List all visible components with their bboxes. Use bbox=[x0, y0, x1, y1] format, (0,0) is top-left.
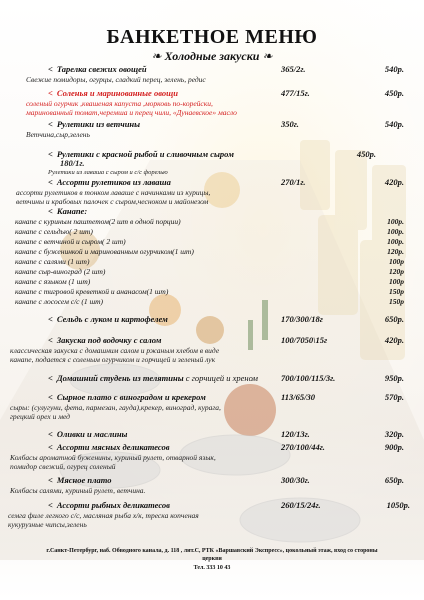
item-name-text: Тарелка свежих овощей bbox=[56, 64, 147, 74]
item-price: 1050р. bbox=[386, 500, 410, 510]
item-price: 570р. bbox=[384, 392, 404, 402]
item-name-text: Сырное плато с виноградом и крекером bbox=[56, 392, 206, 402]
item-weight: 170/300/18г bbox=[281, 314, 323, 324]
footer-address-line2: церкви bbox=[202, 556, 222, 562]
bullet-icon: < bbox=[48, 442, 53, 452]
item-description: Ветчина,сыр,зелень bbox=[26, 130, 90, 139]
bullet-icon: < bbox=[48, 373, 53, 383]
canape-item: канапе с сельдью( 2 шт) bbox=[15, 227, 93, 236]
item-description: семга филе легкого с/с, масляная рыба х/к, треска копченая bbox=[8, 511, 199, 520]
item-name-text: Рулетики с красной рыбой и сливочным сыром bbox=[56, 149, 234, 159]
bullet-icon: < bbox=[48, 177, 53, 187]
item-name bbox=[48, 373, 258, 383]
item-name bbox=[48, 442, 170, 452]
canape-item: канапе с тигровой креветкой и ананасом(1 шт) bbox=[15, 287, 169, 296]
item-name bbox=[48, 335, 162, 345]
item-name-text: Рулетики из ветчины bbox=[56, 119, 141, 129]
item-name bbox=[48, 119, 140, 129]
canape-price: 100р bbox=[389, 257, 404, 266]
canape-price: 150р bbox=[389, 287, 404, 296]
canape-item: канапе с куриным паштетом(2 шт в одной порции) bbox=[15, 217, 181, 226]
item-name bbox=[48, 475, 112, 485]
item-weight: 180/1г. bbox=[60, 158, 85, 168]
item-name-tail: с горчицей и хреном bbox=[183, 373, 258, 383]
canape-price: 100р. bbox=[387, 237, 404, 246]
item-description: ветчины и крабовых палочек с сыром,чесноком и майонезом bbox=[16, 197, 209, 206]
canape-price: 100р bbox=[389, 277, 404, 286]
canape-item: канапе сыр-виноград (2 шт) bbox=[15, 267, 106, 276]
item-description: помидор свежий, огурец соленый bbox=[10, 462, 116, 471]
item-weight: 270/1г. bbox=[281, 177, 306, 187]
section-title bbox=[0, 49, 424, 64]
item-name bbox=[48, 500, 170, 510]
item-description: маринованный томат,черемша и перец чили, «Дунаевское» масло bbox=[26, 108, 237, 117]
item-description: кукурузные чипсы,зелень bbox=[8, 520, 87, 529]
flourish-right-icon: ❧ bbox=[259, 49, 273, 63]
item-price: 450р. bbox=[384, 88, 404, 98]
item-name bbox=[48, 88, 178, 98]
item-weight: 365/2г. bbox=[281, 64, 306, 74]
canape-price: 100р. bbox=[387, 217, 404, 226]
canape-price: 120р bbox=[389, 267, 404, 276]
item-description: Колбасы ароматной буженины, куриный рулет, отварной язык, bbox=[10, 453, 216, 462]
item-name-text: Ассорти рыбных деликатесов bbox=[56, 500, 170, 510]
canape-price: 150р bbox=[389, 297, 404, 306]
item-name-text: Сельдь с луком и картофелем bbox=[56, 314, 168, 324]
item-price: 650р. bbox=[384, 314, 404, 324]
item-weight: 120/13г. bbox=[281, 429, 310, 439]
bullet-icon: < bbox=[48, 88, 53, 98]
item-price: 900р. bbox=[384, 442, 404, 452]
item-price: 420р. bbox=[384, 335, 404, 345]
bullet-icon: < bbox=[48, 149, 53, 159]
bullet-icon: < bbox=[48, 392, 53, 402]
item-name-text: Ассорти рулетиков из лаваша bbox=[56, 177, 171, 187]
item-note: Рулетики из лаваша с сыром и с/с форелью bbox=[48, 169, 168, 176]
item-name-text: Мясное плато bbox=[56, 475, 112, 485]
section-title-text: Холодные закуски bbox=[164, 49, 260, 63]
item-name-text: Домашний студень из телятины bbox=[56, 373, 184, 383]
item-name bbox=[48, 64, 147, 74]
canape-item: канапе с лососем с/с (1 шт) bbox=[15, 297, 104, 306]
item-name bbox=[48, 314, 168, 324]
bullet-icon: < bbox=[48, 314, 53, 324]
item-price: 540р. bbox=[384, 119, 404, 129]
menu-item bbox=[0, 373, 424, 385]
item-name-text: Закуска под водочку с салом bbox=[56, 335, 162, 345]
canape-price: 100р. bbox=[387, 227, 404, 236]
item-description: грецкий орех и мед bbox=[10, 412, 70, 421]
bullet-icon: < bbox=[48, 335, 53, 345]
item-price: 320р. bbox=[384, 429, 404, 439]
bullet-icon: < bbox=[48, 500, 53, 510]
item-name-text: Ассорти мясных деликатесов bbox=[56, 442, 170, 452]
canape-price: 120р. bbox=[387, 247, 404, 256]
canape-item: канапе с ветчиной и сыром( 2 шт) bbox=[15, 237, 126, 246]
item-description: классическая закуска с домашним салом и ржаным хлебом в виде bbox=[10, 346, 220, 355]
footer-phone: Тел. 333 10 43 bbox=[193, 565, 231, 571]
item-name bbox=[48, 392, 206, 402]
item-price: 950р. bbox=[384, 373, 404, 383]
item-weight: 700/100/115/3г. bbox=[281, 373, 336, 383]
item-price: 540р. bbox=[384, 64, 404, 74]
canape-item: канапе с буженинкой и маринованным огурчиком(1 шт) bbox=[15, 247, 194, 256]
item-description: канапе, подается с соленым огурчиком и горчицей и зеленый лук bbox=[10, 355, 216, 364]
item-price: 420р. bbox=[384, 177, 404, 187]
item-weight: 300/30г. bbox=[281, 475, 310, 485]
item-weight: 100/7050\15г bbox=[281, 335, 328, 345]
item-weight: 113/65/30 bbox=[281, 392, 316, 402]
item-name-text: Соленья и маринованные овощи bbox=[56, 88, 178, 98]
bullet-icon: < bbox=[48, 429, 53, 439]
bullet-icon: < bbox=[48, 475, 53, 485]
item-description: Свежие помидоры, огурцы, сладкий перец, зелень, редис bbox=[26, 75, 206, 84]
footer-address: г.Санкт-Петербург, наб. Обводного канала, д. 118 , лит.С, РТК «Варшавский Экспресс», цокольный этаж, вход со стороны bbox=[46, 548, 378, 554]
item-description: Колбасы салями, куриный рулет, ветчина. bbox=[10, 486, 146, 495]
menu-item bbox=[0, 429, 424, 441]
item-price: 650р. bbox=[384, 475, 404, 485]
item-name-text: Оливки и маслины bbox=[56, 429, 128, 439]
item-weight: 270/100/44г. bbox=[281, 442, 325, 452]
bullet-icon: < bbox=[48, 64, 53, 74]
item-description: сыры: (сулугуни, фета, пармезан, гауда),крекер, виноград, курага, bbox=[10, 403, 221, 412]
item-description: ассорти рулетиков в тонком лаваше с начинками из курицы, bbox=[16, 188, 211, 197]
item-description: соленый огурчик ,квашеная капуста ,морковь по-корейски, bbox=[26, 99, 213, 108]
item-name bbox=[48, 177, 171, 187]
item-weight: 477/15г. bbox=[281, 88, 310, 98]
canape-item: канапе с языком (1 шт) bbox=[15, 277, 91, 286]
item-weight: 260/15/24г. bbox=[281, 500, 321, 510]
item-price: 450р. bbox=[356, 149, 376, 159]
bullet-icon: < bbox=[48, 206, 53, 216]
canape-heading-text: Канапе: bbox=[56, 206, 88, 216]
item-weight: 350г. bbox=[281, 119, 299, 129]
canape-heading-label bbox=[48, 206, 87, 216]
page-title: БАНКЕТНОЕ МЕНЮ bbox=[106, 26, 318, 48]
canape-item: канапе с салями (1 шт) bbox=[15, 257, 90, 266]
bullet-icon: < bbox=[48, 119, 53, 129]
item-name bbox=[48, 429, 127, 439]
flourish-left-icon: ❧ bbox=[151, 49, 165, 63]
menu-item bbox=[0, 314, 424, 326]
